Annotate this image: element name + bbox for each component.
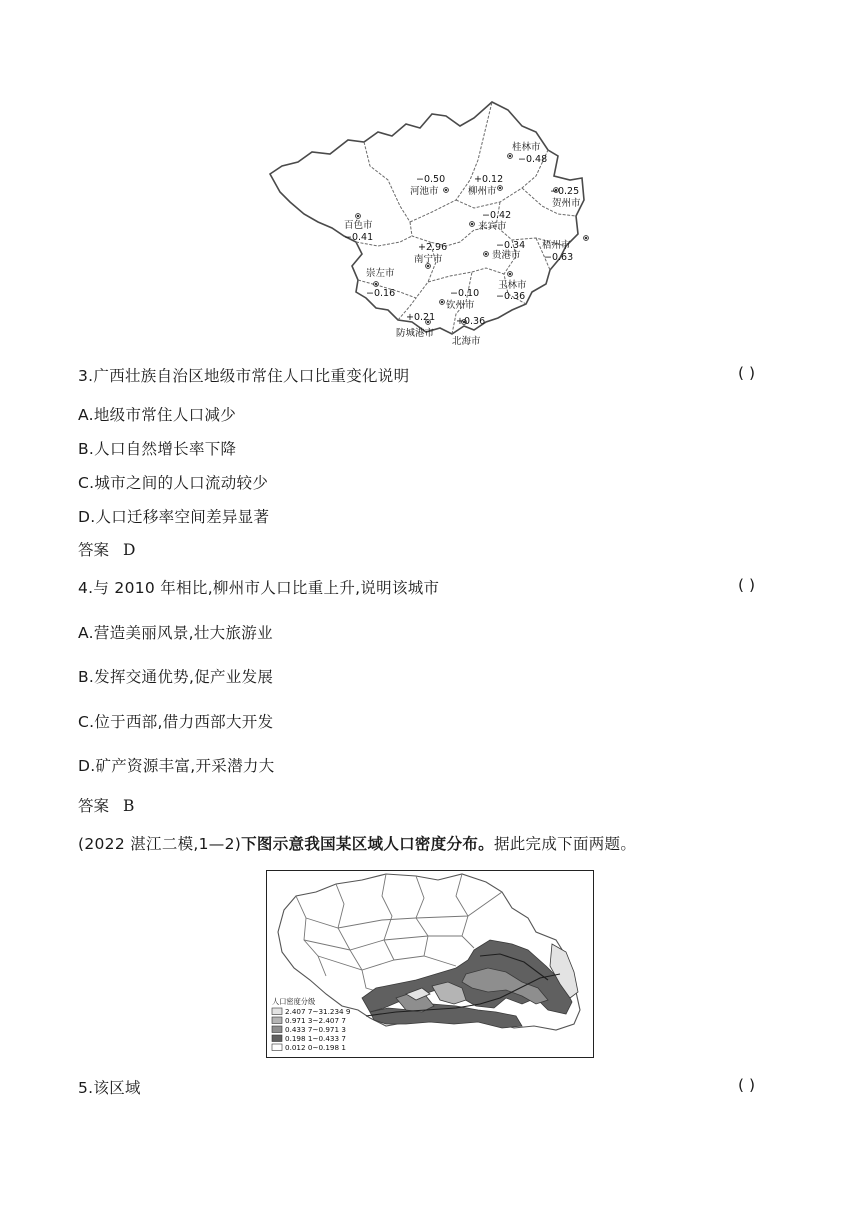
legend-label-3: 0.433 7~0.971 3 <box>285 1025 346 1034</box>
city-name-guigang: 贵港市 <box>492 250 521 261</box>
question-3-option-c: C.城市之间的人口流动较少 <box>78 474 269 492</box>
city-name-laibin: 来宾市 <box>478 221 507 232</box>
intro-text: 下图示意我国某区域人口密度分布。 <box>241 835 494 853</box>
city-name-fangchenggang: 防城港市 <box>396 328 435 339</box>
intro-tail: 据此完成下面两题。 <box>493 835 637 853</box>
answer-value: B <box>123 797 135 815</box>
city-name-hechi: 河池市 <box>410 186 439 197</box>
question-3-option-a: A.地级市常住人口减少 <box>78 406 237 424</box>
city-value-chongzuo: −0.16 <box>366 288 396 299</box>
guangxi-outline <box>270 102 584 334</box>
legend-label-1: 2.407 7~31.234 9 <box>285 1007 351 1016</box>
city-name-qinzhou: 钦州市 <box>446 300 475 311</box>
city-name-guilin: 桂林市 <box>512 142 541 153</box>
city-name-beihai: 北海市 <box>452 336 481 347</box>
answer-label: 答案 <box>78 541 110 559</box>
legend-swatch-2 <box>272 1017 282 1024</box>
question-3-answer <box>78 538 135 560</box>
city-name-liuzhou: 柳州市 <box>468 186 497 197</box>
question-4-option-b: B.发挥交通优势,促产业发展 <box>78 668 274 686</box>
question-4-answer-blank: ( ) <box>738 576 756 594</box>
question-3-answer-blank: ( ) <box>738 364 756 382</box>
city-name-yulin: 玉林市 <box>498 280 527 291</box>
answer-value: D <box>123 541 136 559</box>
city-value-hechi: −0.50 <box>416 174 446 185</box>
answer-label: 答案 <box>78 797 110 815</box>
city-value-wuzhou: −0.63 <box>544 252 574 263</box>
city-name-chongzuo: 崇左市 <box>366 268 395 279</box>
legend-swatch-5 <box>272 1044 282 1051</box>
population-density-map <box>266 870 594 1058</box>
legend-label-2: 0.971 3~2.407 7 <box>285 1016 346 1025</box>
city-value-qinzhou: −0.10 <box>450 288 480 299</box>
guangxi-map <box>260 96 600 352</box>
city-name-nanning: 南宁市 <box>414 254 443 265</box>
question-4-option-d: D.矿产资源丰富,开采潜力大 <box>78 757 275 775</box>
city-name-hezhou: 贺州市 <box>552 198 581 209</box>
city-value-nanning: +2.96 <box>418 242 448 253</box>
question-5-answer-blank: ( ) <box>738 1076 756 1094</box>
city-value-beihai: +0.36 <box>456 316 486 327</box>
city-value-guilin: −0.48 <box>518 154 548 165</box>
question-4-option-c: C.位于西部,借力西部大开发 <box>78 713 274 731</box>
question-3-stem: 3.广西壮族自治区地级市常住人口比重变化说明 <box>78 367 410 385</box>
question-4-option-a: A.营造美丽风景,壮大旅游业 <box>78 624 273 642</box>
city-value-guigang: −0.34 <box>496 240 526 251</box>
legend-label-5: 0.012 0~0.198 1 <box>285 1043 346 1052</box>
city-value-baise: −0.41 <box>344 232 374 243</box>
city-name-wuzhou: 梧州市 <box>542 240 571 251</box>
legend-swatch-4 <box>272 1035 282 1042</box>
question-3-option-b: B.人口自然增长率下降 <box>78 440 237 458</box>
legend-label-4: 0.198 1~0.433 7 <box>285 1034 346 1043</box>
city-name-baise: 百色市 <box>344 220 373 231</box>
city-value-liuzhou: +0.12 <box>474 174 504 185</box>
city-value-laibin: −0.42 <box>482 210 512 221</box>
question-4-stem: 4.与 2010 年相比,柳州市人口比重上升,说明该城市 <box>78 579 440 597</box>
city-value-hezhou: −0.25 <box>550 186 580 197</box>
question-5-stem: 5.该区域 <box>78 1079 141 1097</box>
city-value-fangchenggang: +0.21 <box>406 312 436 323</box>
city-value-yulin: −0.36 <box>496 291 526 302</box>
intro-source: (2022 湛江二模,1—2) <box>78 835 242 853</box>
question-3-option-d: D.人口迁移率空间差异显著 <box>78 508 270 526</box>
legend-title: 人口密度分级 <box>272 997 316 1006</box>
section-intro <box>78 832 636 854</box>
legend-swatch-1 <box>272 1008 282 1015</box>
question-4-answer <box>78 794 134 816</box>
legend-swatch-3 <box>272 1026 282 1033</box>
